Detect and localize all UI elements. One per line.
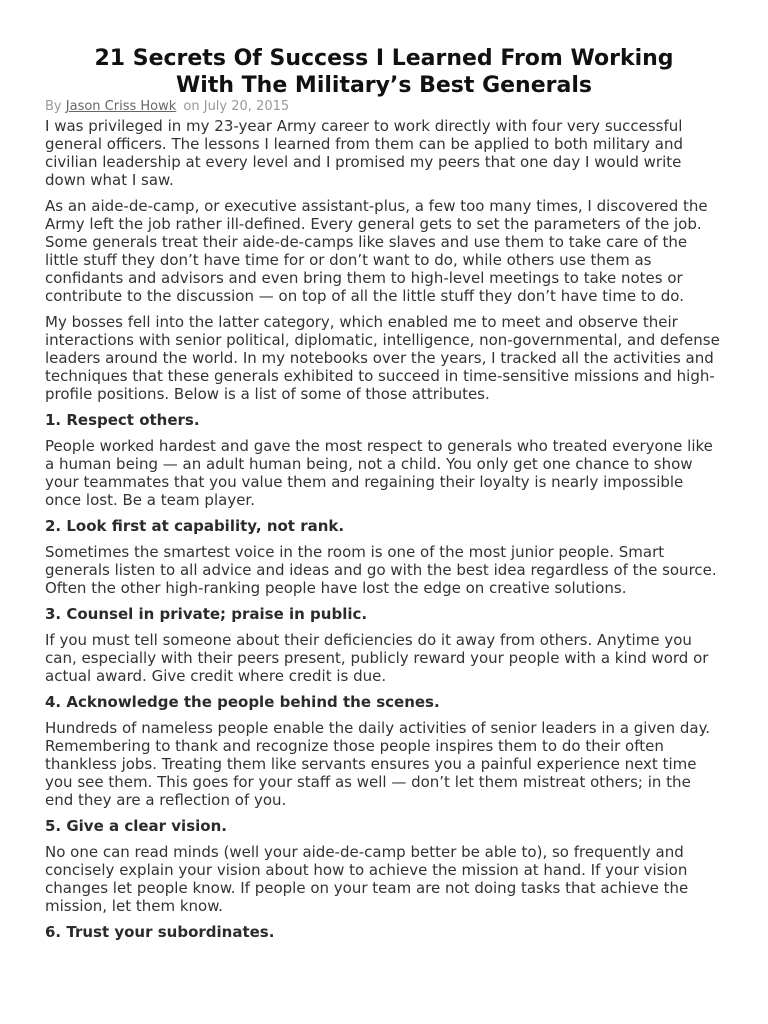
text-line: My bosses fell into the latter category, which enabled me to meet and observe their [45,313,678,331]
text-line: profile positions. Below is a list of some of those attributes. [45,385,490,403]
text-line: a human being — an adult human being, not a child. You only get one chance to show [45,455,693,473]
intro-paragraph [45,313,768,403]
text-line: Sometimes the smartest voice in the room is one of the most junior people. Smart [45,543,665,561]
text-line: No one can read minds (well your aide-de-camp better be able to), so frequently and [45,843,684,861]
text-line: leaders around the world. In my notebooks over the years, I tracked all the activities and [45,349,714,367]
text-line: civilian leadership at every level and I promised my peers that one day I would write [45,153,682,171]
byline [45,99,768,115]
intro-paragraph [45,117,768,189]
text-line: techniques that these generals exhibited to succeed in time-sensitive missions and high- [45,367,715,385]
text-line: your teammates that you value them and regaining their loyalty is nearly impossible [45,473,684,491]
text-line: People worked hardest and gave the most respect to generals who treated everyone like [45,437,713,455]
author-link[interactable]: Jason Criss Howk [65,99,177,114]
text-line: generals listen to all advice and ideas and go with the best idea regardless of the source. [45,561,717,579]
heading-trust-subordinates: 6. Trust your subordinates. [45,923,275,941]
publish-date: on July 20, 2015 [183,99,290,114]
section-paragraph [45,843,768,915]
text-line: contribute to the discussion — on top of all the little stuff they don’t have time to do. [45,287,684,305]
text-line: concisely explain your vision about how to achieve the mission at hand. If your vision [45,861,688,879]
text-line: general officers. The lessons I learned from them can be applied to both military and [45,135,684,153]
heading-look-first-at-capability: 2. Look first at capability, not rank. [45,517,345,535]
article-title [0,45,768,99]
heading-respect-others: 1. Respect others. [45,411,200,429]
text-line: you see them. This goes for your staff as well — don’t let them mistreat others; in the [45,773,691,791]
section-paragraph [45,437,768,509]
byline-prefix: By [45,99,62,114]
title-line: 21 Secrets Of Success I Learned From Working [94,46,674,71]
text-line: little stuff they don’t have time for or don’t want to do, while others use them as [45,251,652,269]
text-line: confidants and advisors and even bring them to high-level meetings to take notes or [45,269,683,287]
text-line: can, especially with their peers present, publicly reward your people with a kind word or [45,649,709,667]
title-line: With The Military’s Best Generals [176,73,592,98]
text-line: Remembering to thank and recognize those people inspires them to do their often [45,737,664,755]
heading-acknowledge-people: 4. Acknowledge the people behind the scenes. [45,693,440,711]
text-line: thankless jobs. Treating them like servants ensures you a painful experience next time [45,755,697,773]
text-line: As an aide-de-camp, or executive assistant-plus, a few too many times, I discovered the [45,197,708,215]
text-line: changes let people know. If people on your team are not doing tasks that achieve the [45,879,689,897]
text-line: mission, let them know. [45,897,223,915]
text-line: Some generals treat their aide-de-camps like slaves and use them to take care of the [45,233,688,251]
text-line: once lost. Be a team player. [45,491,255,509]
text-line: actual award. Give credit where credit is due. [45,667,387,685]
text-line: Army left the job rather ill-defined. Every general gets to set the parameters of the job. [45,215,702,233]
text-line: end they are a reflection of you. [45,791,287,809]
heading-give-clear-vision: 5. Give a clear vision. [45,817,227,835]
section-paragraph [45,543,768,597]
section-paragraph [45,631,768,685]
text-line: I was privileged in my 23-year Army career to work directly with four very successful [45,117,683,135]
intro-paragraph [45,197,768,305]
text-line: Often the other high-ranking people have lost the edge on creative solutions. [45,579,627,597]
text-line: interactions with senior political, diplomatic, intelligence, non-governmental, and defense [45,331,720,349]
section-paragraph [45,719,768,809]
text-line: If you must tell someone about their deficiencies do it away from others. Anytime you [45,631,692,649]
text-line: down what I saw. [45,171,174,189]
text-line: Hundreds of nameless people enable the daily activities of senior leaders in a given day. [45,719,711,737]
heading-counsel-in-private: 3. Counsel in private; praise in public. [45,605,368,623]
